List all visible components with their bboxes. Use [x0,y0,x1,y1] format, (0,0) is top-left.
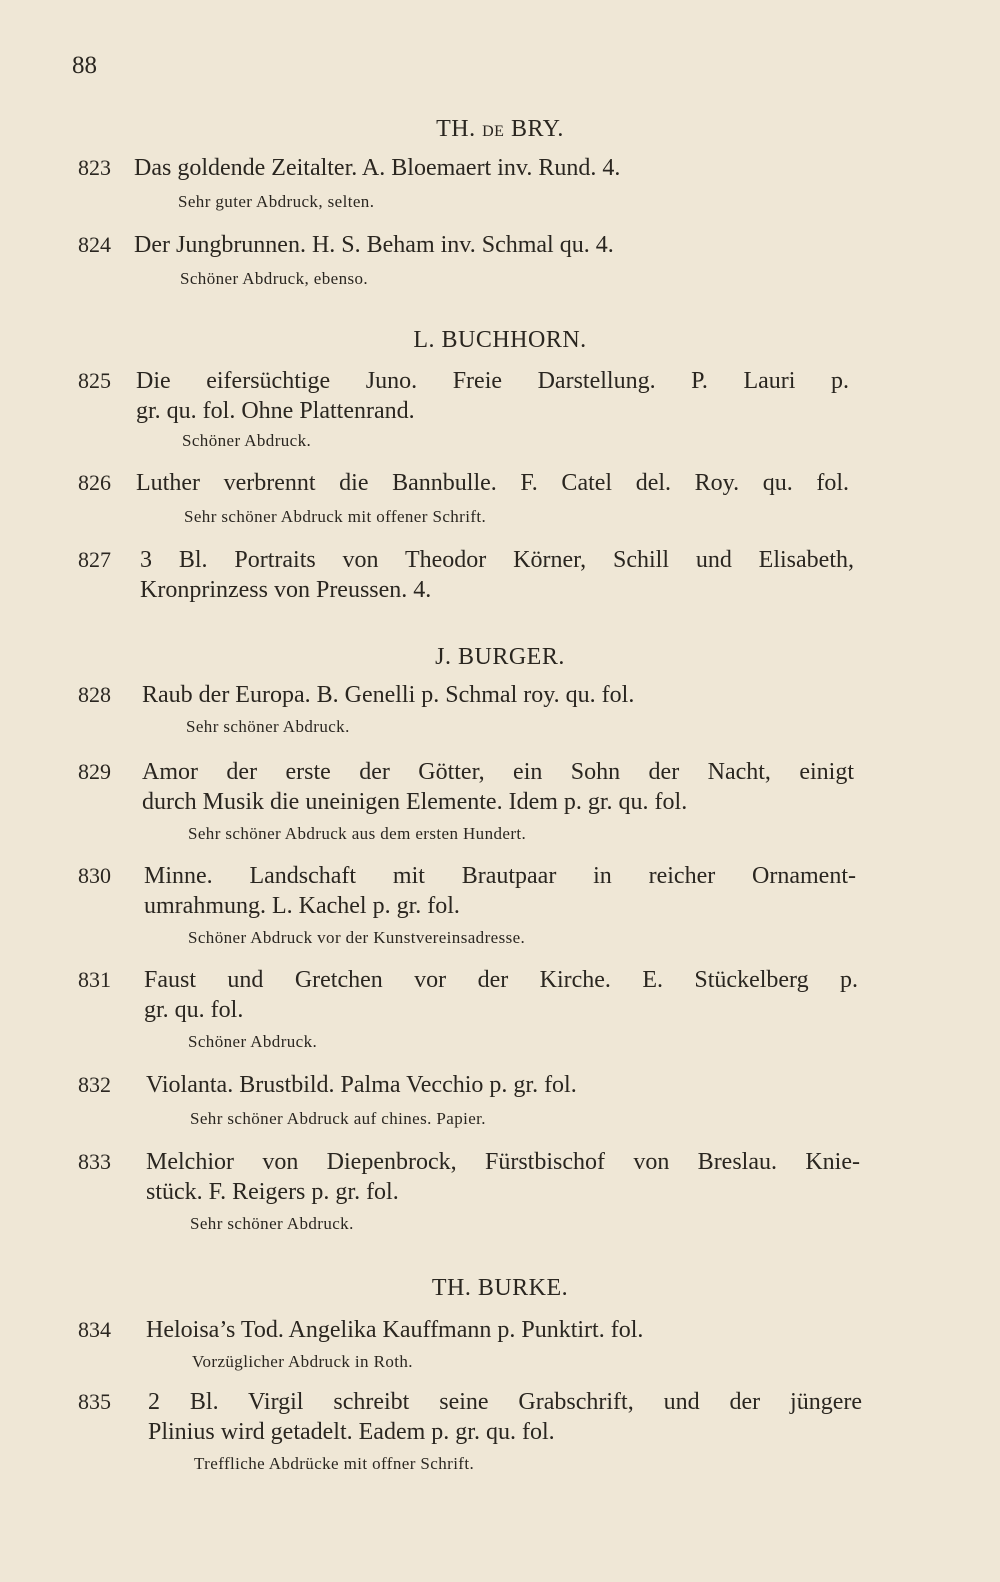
entry-text: gr. qu. fol. Ohne Plattenrand. [136,398,415,424]
entry-note: Sehr schöner Abdruck aus dem ersten Hundert. [188,824,527,843]
entry-number: 825 [78,368,111,393]
entry-text: Heloisa’s Tod. Angelika Kauffmann p. Punktirt. fol. [146,1317,644,1343]
entry-note: Schöner Abdruck. [182,431,312,450]
page-number: 88 [72,52,97,79]
heading-part: BRY. [510,116,564,142]
entry-text: Plinius wird getadelt. Eadem p. gr. qu. fol. [148,1419,555,1445]
entry-number: 828 [78,682,111,707]
section-heading-buchhorn: L. BUCHHORN. [413,327,587,353]
entry-number: 824 [78,232,111,257]
entry-number: 827 [78,547,111,572]
entry-number: 835 [78,1389,111,1414]
section-heading-de-bry [0,116,1000,143]
entry-text: Faust und Gretchen vor der Kirche. E. Stückelberg p. [144,967,858,993]
entry-text: gr. qu. fol. [144,997,244,1023]
entry-note: Schöner Abdruck, ebenso. [180,269,369,288]
entry-number: 830 [78,863,111,888]
entry-note: Treffliche Abdrücke mit offner Schrift. [194,1454,475,1473]
entry-text: umrahmung. L. Kachel p. gr. fol. [144,893,460,919]
entry-number: 832 [78,1072,111,1097]
entry-number: 823 [78,155,111,180]
entry-number: 833 [78,1149,111,1174]
entry-text: Amor der erste der Götter, ein Sohn der Nacht, einigt [142,759,854,785]
entry-note: Vorzüglicher Abdruck in Roth. [192,1352,413,1371]
entry-number: 829 [78,759,111,784]
heading-particle: DE [482,123,505,140]
entry-text: Melchior von Diepenbrock, Fürstbischof von Breslau. Knie- [146,1149,860,1175]
entry-text: Der Jungbrunnen. H. S. Beham inv. Schmal qu. 4. [134,232,614,258]
entry-number: 834 [78,1317,111,1342]
entry-text: 2 Bl. Virgil schreibt seine Grabschrift, und der jüngere [148,1389,862,1415]
heading-part: TH. [436,116,476,142]
entry-text: Die eifersüchtige Juno. Freie Darstellung. P. Lauri p. [136,368,849,394]
entry-text: Raub der Europa. B. Genelli p. Schmal roy. qu. fol. [142,682,635,708]
entry-number: 826 [78,470,111,495]
entry-note: Sehr schöner Abdruck auf chines. Papier. [190,1109,486,1128]
entry-note: Sehr schöner Abdruck. [186,717,350,736]
entry-note: Sehr guter Abdruck, selten. [178,192,375,211]
entry-note: Schöner Abdruck vor der Kunstvereinsadresse. [188,928,526,947]
entry-number: 831 [78,967,111,992]
entry-text: durch Musik die uneinigen Elemente. Idem p. gr. qu. fol. [142,789,688,815]
entry-text: 3 Bl. Portraits von Theodor Körner, Schill und Elisabeth, [140,547,854,573]
section-heading-burke: TH. BURKE. [431,1275,569,1301]
entry-note: Schöner Abdruck. [188,1032,318,1051]
entry-note: Sehr schöner Abdruck. [190,1214,354,1233]
entry-text: Kronprinzess von Preussen. 4. [140,577,432,603]
entry-note: Sehr schöner Abdruck mit offener Schrift. [184,507,487,526]
entry-text: Luther verbrennt die Bannbulle. F. Catel del. Roy. qu. fol. [136,470,849,496]
entry-text: stück. F. Reigers p. gr. fol. [146,1179,399,1205]
entry-text: Violanta. Brustbild. Palma Vecchio p. gr. fol. [146,1072,577,1098]
section-heading-burger: J. BURGER. [435,644,565,670]
entry-text: Minne. Landschaft mit Brautpaar in reicher Ornament- [144,863,856,889]
entry-text: Das goldende Zeitalter. A. Bloemaert inv. Rund. 4. [134,155,621,181]
